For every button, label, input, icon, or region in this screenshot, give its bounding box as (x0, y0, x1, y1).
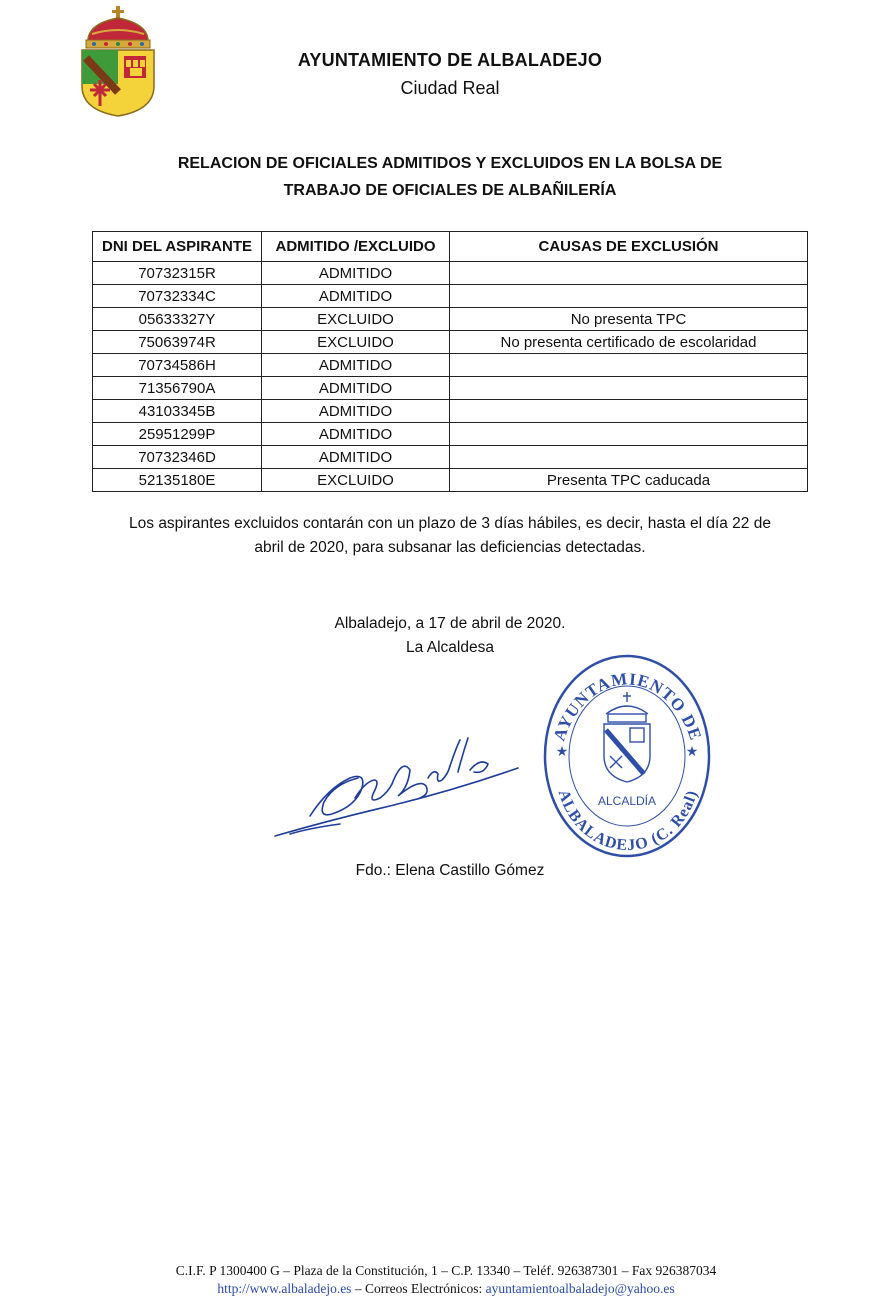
cell-dni: 70732334C (93, 285, 262, 308)
email-label: – Correos Electrónicos: (351, 1281, 486, 1296)
province-name: Ciudad Real (400, 78, 500, 98)
svg-text:★: ★ (685, 743, 699, 759)
notice-line-2: abril de 2020, para subsanar las deficiencias detectadas. (254, 539, 646, 556)
cell-dni: 52135180E (93, 469, 262, 492)
table-row (93, 308, 808, 331)
cell-dni: 25951299P (93, 423, 262, 446)
correction-period-notice (100, 512, 800, 560)
header-exclusion-cause: CAUSAS DE EXCLUSIÓN (450, 232, 808, 262)
place-date: Albaladejo, a 17 de abril de 2020. (334, 615, 566, 632)
cell-dni: 70732346D (93, 446, 262, 469)
cell-status: ADMITIDO (262, 262, 450, 285)
table-header-row (93, 232, 808, 262)
cell-status: EXCLUIDO (262, 308, 450, 331)
table-row (93, 446, 808, 469)
stamp-center-text: ALCALDÍA (597, 794, 657, 808)
cell-cause: No presenta certificado de escolaridad (450, 331, 808, 354)
cell-status: ADMITIDO (262, 400, 450, 423)
cell-dni: 43103345B (93, 400, 262, 423)
cell-cause (450, 285, 808, 308)
header-status: ADMITIDO /EXCLUIDO (262, 232, 450, 262)
coat-of-arms-logo (78, 4, 158, 118)
table-row (93, 377, 808, 400)
table-row (93, 423, 808, 446)
table-row (93, 469, 808, 492)
handwritten-signature (270, 728, 525, 848)
svg-text:★: ★ (555, 743, 569, 759)
document-title-line-2: TRABAJO DE OFICIALES DE ALBAÑILERÍA (283, 182, 617, 199)
website-link[interactable]: http://www.albaladejo.es (217, 1281, 352, 1296)
cell-status: ADMITIDO (262, 285, 450, 308)
cell-status: EXCLUIDO (262, 331, 450, 354)
table-row (93, 262, 808, 285)
cell-dni: 70732315R (93, 262, 262, 285)
cell-dni: 75063974R (93, 331, 262, 354)
signer-role: La Alcaldesa (406, 639, 494, 656)
cell-cause: No presenta TPC (450, 308, 808, 331)
cell-dni: 05633327Y (93, 308, 262, 331)
cell-dni: 70734586H (93, 354, 262, 377)
header-dni: DNI DEL ASPIRANTE (93, 232, 262, 262)
cell-status: EXCLUIDO (262, 469, 450, 492)
municipality-name: AYUNTAMIENTO DE ALBALADEJO (297, 50, 603, 70)
footer (0, 1262, 892, 1298)
table-row (93, 331, 808, 354)
table-row (93, 285, 808, 308)
footer-contact-line: C.I.F. P 1300400 G – Plaza de la Constitución, 1 – C.P. 13340 – Teléf. 926387301 – Fax 926387034 (175, 1263, 717, 1278)
cell-status: ADMITIDO (262, 423, 450, 446)
stamp-bottom-text: ALBALADEJO (C. Real) (554, 787, 702, 855)
table-row (93, 354, 808, 377)
cell-status: ADMITIDO (262, 446, 450, 469)
document-title-line-1: RELACION DE OFICIALES ADMITIDOS Y EXCLUIDOS EN LA BOLSA DE (177, 155, 723, 172)
cell-status: ADMITIDO (262, 354, 450, 377)
signer-name: Fdo.: Elena Castillo Gómez (355, 862, 545, 879)
cell-cause (450, 400, 808, 423)
cell-cause (450, 377, 808, 400)
cell-cause (450, 354, 808, 377)
email-link[interactable]: ayuntamientoalbaladejo@yahoo.es (485, 1281, 675, 1296)
applicants-table (92, 231, 808, 492)
cell-status: ADMITIDO (262, 377, 450, 400)
cell-cause (450, 446, 808, 469)
footer-web-line (0, 1280, 892, 1298)
document-title (120, 150, 780, 204)
table-row (93, 400, 808, 423)
notice-line-1: Los aspirantes excluidos contarán con un plazo de 3 días hábiles, es decir, hasta el día 22 de (129, 515, 771, 532)
stamp-top-text: AYUNTAMIENTO DE (549, 669, 706, 744)
cell-cause (450, 262, 808, 285)
official-seal-stamp (540, 652, 715, 862)
cell-cause (450, 423, 808, 446)
cell-dni: 71356790A (93, 377, 262, 400)
cell-cause: Presenta TPC caducada (450, 469, 808, 492)
